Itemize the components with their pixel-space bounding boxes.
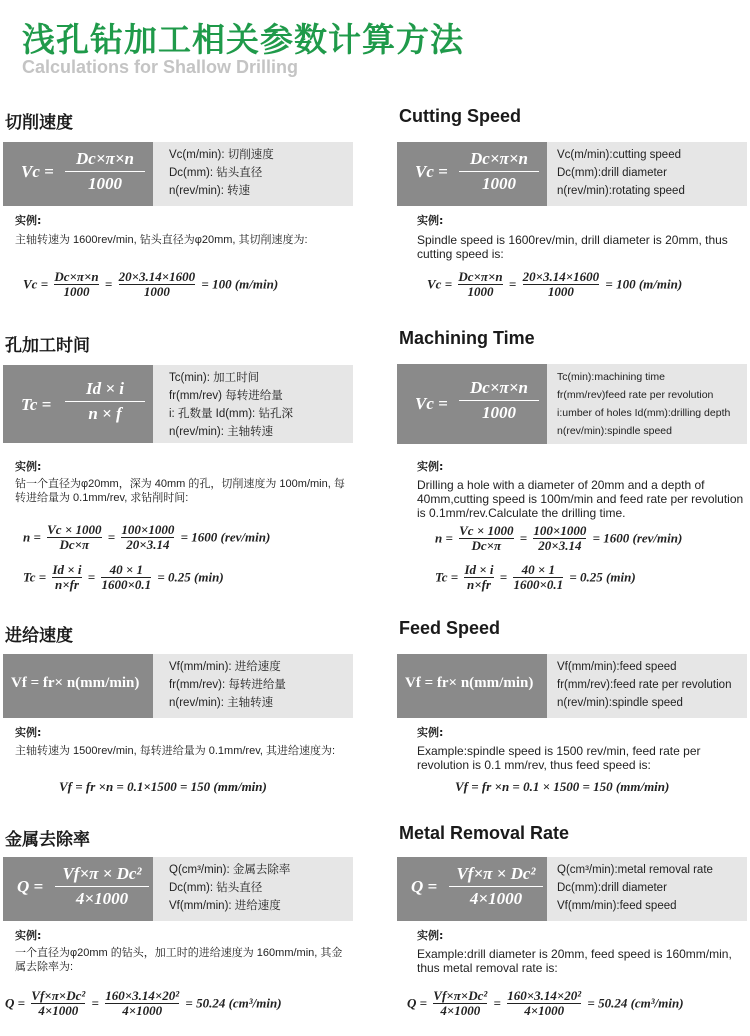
calc-equals: = xyxy=(519,530,528,546)
calc-numerator: Vc × 1000 xyxy=(459,523,514,538)
section-title: Feed Speed xyxy=(399,618,501,638)
formula-fraction xyxy=(459,149,539,194)
calc-numerator: Vc × 1000 xyxy=(47,522,102,537)
example-label: 实例: xyxy=(417,726,444,739)
page-subtitle: Calculations for Shallow Drilling xyxy=(22,57,299,77)
formula-denominator: n × f xyxy=(88,404,122,423)
section-title: 切削速度 xyxy=(5,113,73,133)
example-calculation xyxy=(5,989,282,1018)
formula-panel xyxy=(3,365,153,443)
formula-panel xyxy=(397,142,547,206)
definition-line: n(rev/min): 主轴转速 xyxy=(169,426,274,438)
definition-line: Q(cm³/min):metal removal rate xyxy=(557,864,713,876)
example-label: 实例: xyxy=(417,929,444,942)
definition-line: Dc(mm):drill diameter xyxy=(557,167,667,179)
example-calculation xyxy=(23,523,270,552)
calc-denominator: 4×1000 xyxy=(122,1003,163,1018)
calc-result: = 1600 (rev/min) xyxy=(592,530,683,546)
definition-line: fr(mm/rev): 每转进给量 xyxy=(169,679,286,691)
formula-fraction xyxy=(65,379,145,424)
formula-panel xyxy=(397,654,547,718)
example-calculation xyxy=(435,524,682,553)
formula-panel xyxy=(3,857,153,921)
calc-denominator: 1600×0.1 xyxy=(101,577,152,592)
formula-box xyxy=(397,364,747,444)
calc-denominator: 1000 xyxy=(547,284,574,299)
formula-definitions xyxy=(169,369,293,441)
formula-lhs: Vc = xyxy=(415,162,448,181)
calc-fraction xyxy=(47,523,101,552)
formula-lhs: Q = xyxy=(17,877,44,896)
calc-denominator: n×fr xyxy=(466,577,491,592)
calc-denominator: Dc×π xyxy=(471,538,502,553)
definition-line: i:umber of holes Id(mm):drilling depth xyxy=(557,407,731,419)
calc-lhs: n = xyxy=(435,530,453,546)
example-label: 实例: xyxy=(15,214,42,227)
definition-line: Dc(mm):drill diameter xyxy=(557,882,667,894)
definition-line: Vf(mm/min):feed speed xyxy=(557,661,677,673)
calc-denominator: 20×3.14 xyxy=(538,538,582,553)
formula-lhs: Tc = xyxy=(21,395,52,414)
example-text: Drilling a hole with a diameter of 20mm and a depth of 40mm,cutting speed is 100m/min and feed rate per revolution is 0.1mm/rev.Calculate the drilling time. xyxy=(417,478,744,520)
calc-numerator: 100×1000 xyxy=(121,522,175,537)
calc-lhs: Tc = xyxy=(23,569,47,585)
calc-denominator: 4×1000 xyxy=(524,1003,565,1018)
calc-fraction xyxy=(513,563,563,592)
example-calculation: Vf = fr ×n = 0.1×1500 = 150 (mm/min) xyxy=(59,779,267,794)
calc-fraction xyxy=(458,270,502,299)
calc-result: = 100 (m/min) xyxy=(605,276,683,292)
example-label: 实例: xyxy=(15,460,42,473)
definition-line: n(rev/min):spindle speed xyxy=(557,425,672,437)
formula-panel xyxy=(397,857,547,921)
calc-result: = 1600 (rev/min) xyxy=(180,529,271,545)
page-title: 浅孔钻加工相关参数计算方法 xyxy=(22,20,464,59)
formula-definitions xyxy=(557,146,685,200)
formula-box xyxy=(3,857,353,921)
formula-denominator: 4×1000 xyxy=(75,889,129,908)
calc-lhs: Vc = xyxy=(23,276,49,292)
formula-denominator: 4×1000 xyxy=(469,889,523,908)
calc-numerator: 100×1000 xyxy=(533,523,587,538)
section-title: Metal Removal Rate xyxy=(399,823,570,843)
formula-numerator: Dc×π×n xyxy=(65,149,145,172)
calc-fraction xyxy=(105,989,179,1018)
calc-fraction xyxy=(533,524,586,553)
example-calculation: Vf = fr ×n = 0.1 × 1500 = 150 (mm/min) xyxy=(455,779,670,794)
example-label: 实例: xyxy=(417,214,444,227)
definition-line: n(rev/min):spindle speed xyxy=(557,697,683,709)
formula-denominator: 1000 xyxy=(88,174,122,193)
formula-fraction xyxy=(55,864,149,909)
formula-numerator: Id × i xyxy=(65,379,145,402)
calc-denominator: 4×1000 xyxy=(38,1003,79,1018)
example-text: 一个直径为φ20mm 的钻头，加工时的进给速度为 160mm/min, 其金属去除率为: xyxy=(15,947,343,973)
calc-denominator: 1000 xyxy=(467,284,494,299)
formula-numerator: Vf×π × Dc² xyxy=(449,864,543,887)
calc-result: = 50.24 (cm³/min) xyxy=(185,995,282,1011)
formula-definitions xyxy=(557,368,730,440)
formula-box xyxy=(397,857,747,921)
formula-fraction xyxy=(449,864,543,909)
example-label: 实例: xyxy=(15,726,42,739)
calc-denominator: 1000 xyxy=(143,284,170,299)
calc-fraction xyxy=(101,563,151,592)
calc-numerator: Vf×π×Dc² xyxy=(433,988,488,1003)
formula-box xyxy=(397,142,747,206)
calc-numerator: Id × i xyxy=(52,562,82,577)
section-title: 金属去除率 xyxy=(5,830,90,850)
definition-line: n(rev/min): 主轴转速 xyxy=(169,697,274,709)
example-text: Spindle speed is 1600rev/min, drill diameter is 20mm, thus cutting speed is: xyxy=(417,233,728,261)
calc-result: = 50.24 (cm³/min) xyxy=(587,995,684,1011)
calc-numerator: Dc×π×n xyxy=(458,269,503,284)
formula-inline: Vf = fr× n(mm/min) xyxy=(11,675,140,691)
calc-numerator: Vf×π×Dc² xyxy=(31,988,86,1003)
calc-equals: = xyxy=(91,995,99,1011)
calc-fraction xyxy=(52,563,81,592)
calc-equals: = xyxy=(499,569,508,585)
calc-fraction xyxy=(464,563,493,592)
formula-definitions xyxy=(169,146,274,200)
definition-line: Dc(mm): 钻头直径 xyxy=(169,882,263,894)
example-text: 钻一个直径为φ20mm，深为 40mm 的孔，切削速度为 100m/min, 每转进给量为 0.1mm/rev, 求钻削时间: xyxy=(15,478,345,504)
formula-fraction xyxy=(65,149,145,194)
calc-fraction xyxy=(31,989,85,1018)
calc-numerator: 160×3.14×20² xyxy=(507,988,582,1003)
calc-equals: = xyxy=(87,569,96,585)
formula-fraction xyxy=(459,378,539,423)
definition-line: Vf(mm/min):feed speed xyxy=(557,900,677,912)
formula-lhs: Q = xyxy=(411,877,438,896)
definition-line: Vf(mm/min): 进给速度 xyxy=(169,900,281,912)
calc-lhs: Vc = xyxy=(427,276,453,292)
calc-fraction xyxy=(459,524,513,553)
formula-box xyxy=(397,654,747,718)
formula-inline: Vf = fr× n(mm/min) xyxy=(405,675,534,691)
calc-result: = 100 (m/min) xyxy=(201,276,279,292)
example-text: Example:drill diameter is 20mm, feed speed is 160mm/min, thus metal removal rate is: xyxy=(417,947,732,975)
formula-panel xyxy=(3,654,153,718)
calc-fraction xyxy=(119,270,196,299)
calc-result: = 0.25 (min) xyxy=(569,569,636,585)
formula-lhs: Vc = xyxy=(415,394,448,413)
example-calculation xyxy=(427,270,682,299)
calc-equals: = xyxy=(508,276,517,292)
calc-lhs: Tc = xyxy=(435,569,459,585)
formula-panel xyxy=(3,142,153,206)
formula-definitions xyxy=(169,861,290,915)
section-title: Machining Time xyxy=(399,328,535,348)
calc-denominator: Dc×π xyxy=(59,537,90,552)
formula-box xyxy=(3,365,353,443)
definition-line: Tc(min):machining time xyxy=(557,371,665,383)
calc-equals: = xyxy=(107,529,116,545)
formula-numerator: Dc×π×n xyxy=(459,378,539,401)
definition-line: Vc(m/min): 切削速度 xyxy=(169,149,274,161)
calc-numerator: 40 × 1 xyxy=(513,563,563,578)
example-label: 实例: xyxy=(417,460,444,473)
definition-line: fr(mm/rev) 每转进给量 xyxy=(169,390,283,402)
formula-definitions xyxy=(557,658,731,712)
formula-panel xyxy=(397,364,547,444)
example-label: 实例: xyxy=(15,929,42,942)
calc-result: = 0.25 (min) xyxy=(157,569,224,585)
calc-numerator: 20×3.14×1600 xyxy=(118,269,196,284)
definition-line: fr(mm/rev)feed rate per revolution xyxy=(557,389,714,401)
definition-line: n(rev/min):rotating speed xyxy=(557,185,685,197)
definition-line: Tc(min): 加工时间 xyxy=(169,372,260,384)
calc-lhs: Q = xyxy=(5,995,26,1011)
calc-denominator: 20×3.14 xyxy=(126,537,170,552)
section-title: 进给速度 xyxy=(5,626,73,646)
calc-numerator: 160×3.14×20² xyxy=(105,988,180,1003)
formula-denominator: 1000 xyxy=(482,174,516,193)
calc-fraction xyxy=(433,989,487,1018)
section-title: Cutting Speed xyxy=(399,106,521,126)
definition-line: Vf(mm/min): 进给速度 xyxy=(169,661,281,673)
example-text: 主轴转速为 1500rev/min, 每转进给量为 0.1mm/rev, 其进给速度为: xyxy=(15,745,336,757)
formula-box xyxy=(3,142,353,206)
definition-line: Vc(m/min):cutting speed xyxy=(557,149,681,161)
calc-fraction xyxy=(54,270,98,299)
definition-line: Dc(mm): 钻头直径 xyxy=(169,167,263,179)
example-text: 主轴转速为 1600rev/min, 钻头直径为φ20mm, 其切削速度为: xyxy=(15,234,308,246)
example-calculation xyxy=(23,270,278,299)
calc-numerator: Id × i xyxy=(464,562,494,577)
example-calculation xyxy=(23,563,224,592)
formula-numerator: Vf×π × Dc² xyxy=(55,864,149,887)
formula-definitions xyxy=(169,658,286,712)
calc-fraction xyxy=(523,270,600,299)
formula-definitions xyxy=(557,861,713,915)
formula-numerator: Dc×π×n xyxy=(459,149,539,172)
calc-denominator: 4×1000 xyxy=(440,1003,481,1018)
left-column xyxy=(3,0,353,1036)
calc-lhs: Q = xyxy=(407,995,428,1011)
example-calculation xyxy=(407,989,684,1018)
right-column xyxy=(397,0,747,1036)
definition-line: n(rev/min): 转速 xyxy=(169,185,251,197)
calc-numerator: Dc×π×n xyxy=(54,269,99,284)
calc-equals: = xyxy=(493,995,501,1011)
definition-line: i: 孔数量 Id(mm): 钻孔深 xyxy=(169,408,293,420)
example-calculation xyxy=(435,563,636,592)
calc-numerator: 40 × 1 xyxy=(101,563,151,578)
calc-numerator: 20×3.14×1600 xyxy=(522,269,600,284)
section-title: 孔加工时间 xyxy=(5,336,90,356)
calc-fraction xyxy=(121,523,174,552)
formula-box xyxy=(3,654,353,718)
formula-denominator: 1000 xyxy=(482,403,516,422)
calc-denominator: n×fr xyxy=(54,577,79,592)
calc-equals: = xyxy=(104,276,113,292)
calc-denominator: 1600×0.1 xyxy=(513,577,564,592)
calc-lhs: n = xyxy=(23,529,41,545)
definition-line: Q(cm³/min): 金属去除率 xyxy=(169,864,291,876)
example-text: Example:spindle speed is 1500 rev/min, feed rate per revolution is 0.1 mm/rev, thus feed speed is: xyxy=(417,744,701,772)
calc-fraction xyxy=(507,989,581,1018)
definition-line: fr(mm/rev):feed rate per revolution xyxy=(557,679,732,691)
formula-lhs: Vc = xyxy=(21,162,54,181)
calc-denominator: 1000 xyxy=(63,284,90,299)
